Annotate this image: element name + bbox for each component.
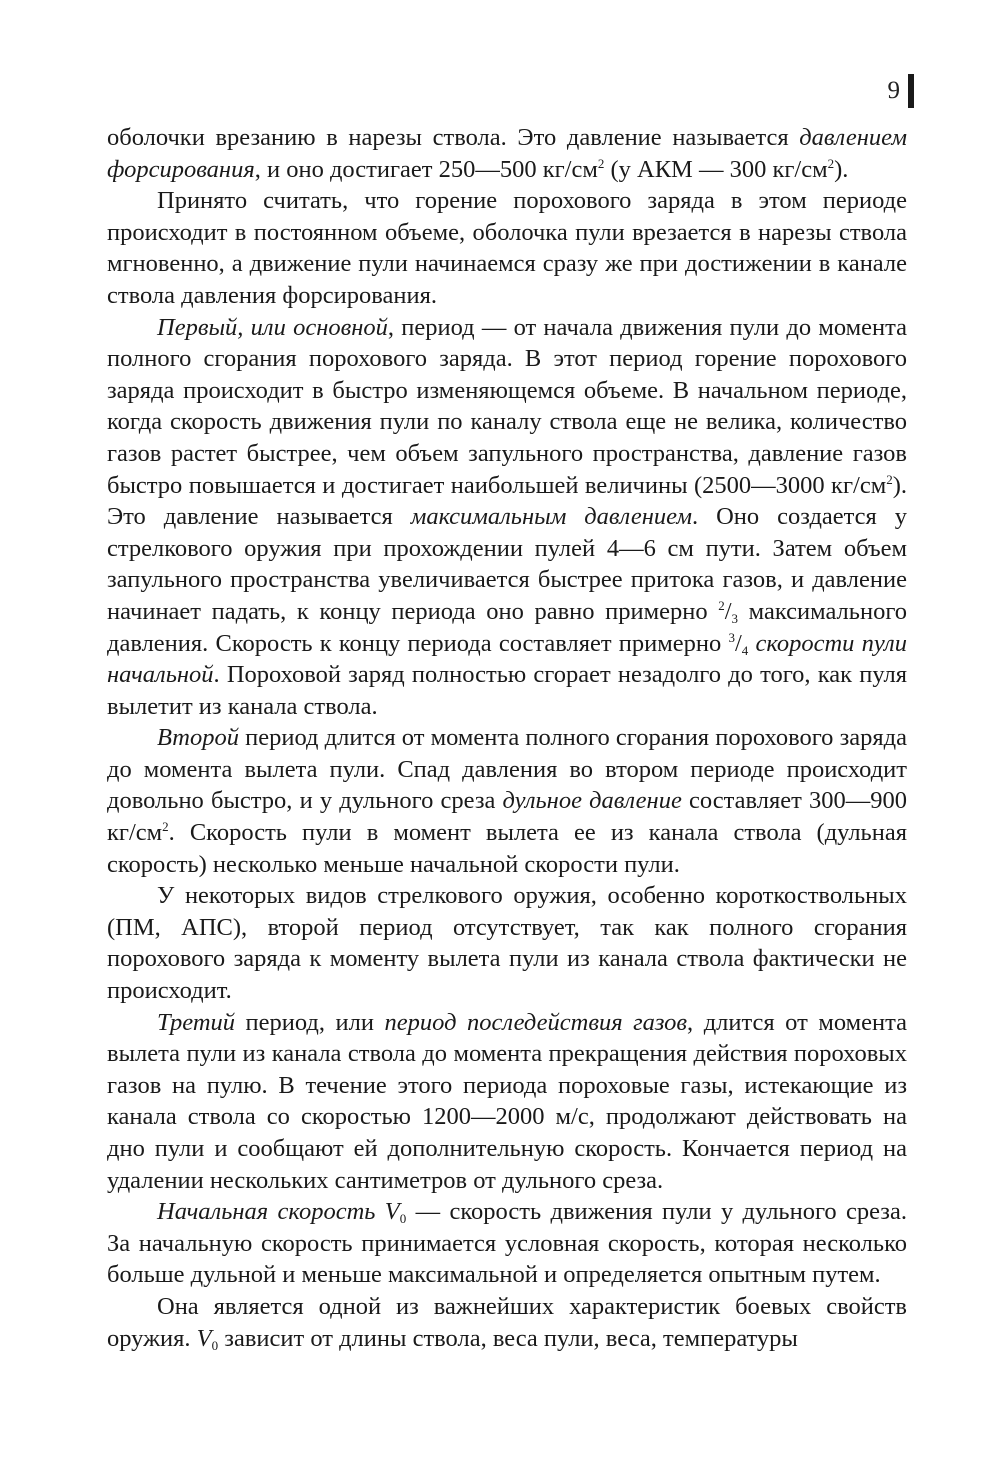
header-bar: [908, 74, 914, 108]
paragraph-2: Принято считать, что горение порохового заряда в этом периоде происходит в постоянном объеме, оболочка пули врезается в нарезы ствола мгновенно, а движение пули начинаемся сразу же при достижении в канале ствола давления форсирования.: [107, 187, 907, 309]
term-first-period: Первый, или основной: [157, 313, 388, 341]
term-third-period: Третий: [157, 1008, 236, 1036]
paragraph-8: Она является одной из важнейших характеристик боевых свойств оружия. $V_0$ зависит от длины ствола, веса пули, веса, температуры: [107, 1292, 907, 1353]
term-second-period: Второй: [157, 724, 239, 752]
paragraph-1: оболочки врезанию в нарезы ствола. Это давление называется давлением форсирования, и оно достигает 250—500 $кг/см^2$ (у АКМ — 300 $кг/см^2$).: [107, 124, 907, 183]
term-initial-speed: скорости пули начальной: [107, 629, 907, 689]
term-aftereffect-period: период последействия газов: [384, 1008, 688, 1036]
term-forcing-pressure: давлением форсирования: [107, 124, 907, 183]
page-header: [888, 74, 915, 108]
page-number: 9: [887, 77, 900, 104]
term-muzzle-pressure: дульное давление: [502, 787, 682, 815]
paragraph-5: У некоторых видов стрелкового оружия, особенно короткоствольных (ПМ, АПС), второй период отсутствует, так как полного сгорания порохового заряда к моменту вылета пули из канала ствола фактически не происходит.: [107, 882, 907, 1005]
body-text: [107, 122, 907, 1354]
paragraph-6: Третий период, или период последействия газов, длится от момента вылета пули из канала ствола до момента прекращения действия пороховых газов на пулю. В течение этого периода пороховые газы, истекающие из канала ствола со скоростью 1200—2000 м/с, продолжают действовать на дно пули и сообщают ей дополнительную скорость. Кончается период на удалении нескольких сантиметров от дульного среза.: [107, 1008, 907, 1194]
term-max-pressure: максимальным давлением: [410, 503, 693, 531]
paragraph-4: Второй период длится от момента полного сгорания порохового заряда до момента вылета пули. Спад давления во втором периоде происходит довольно быстро, и у дульного среза дульное давление составляет 300—900 $кг/см^2$. Скорость пули в момент вылета ее из канала ствола (дульная скорость) несколько меньше начальной скорости пули.: [107, 724, 907, 878]
symbol-v0: V: [196, 1324, 212, 1352]
paragraph-7: Начальная скорость $V_0$ — скорость движения пули у дульного среза. За начальную скорость принимается условная скорость, которая несколько больше дульной и меньше максимальной и определяется опытным путем.: [107, 1198, 907, 1289]
paragraph-3: Первый, или основной, период — от начала движения пули до момента полного сгорания порохового заряда. В этот период горение порохового заряда происходит в быстро изменяющемся объеме. В начальном периоде, когда скорость движения пули по каналу ствола еще не велика, количество газов растет быстрее, чем объем запульного пространства, давление газов быстро повышается и достигает наибольшей величины (2500—3000 $кг/см^2$). Это давление называется максимальным давлением. Оно создается у стрелкового оружия при прохождении пулей 4—6 см пути. Затем объем запульного пространства увеличивается быстрее притока газов, и давление начинает падать, к концу периода оно равно примерно $^2$/3 максимального давления. Скорость к концу периода составляет примерно $^3$/4 скорости пули начальной. Пороховой заряд полностью сгорает незадолго до того, как пуля вылетит из канала ствола.: [107, 313, 908, 720]
term-initial-velocity: Начальная скорость V: [157, 1198, 400, 1226]
